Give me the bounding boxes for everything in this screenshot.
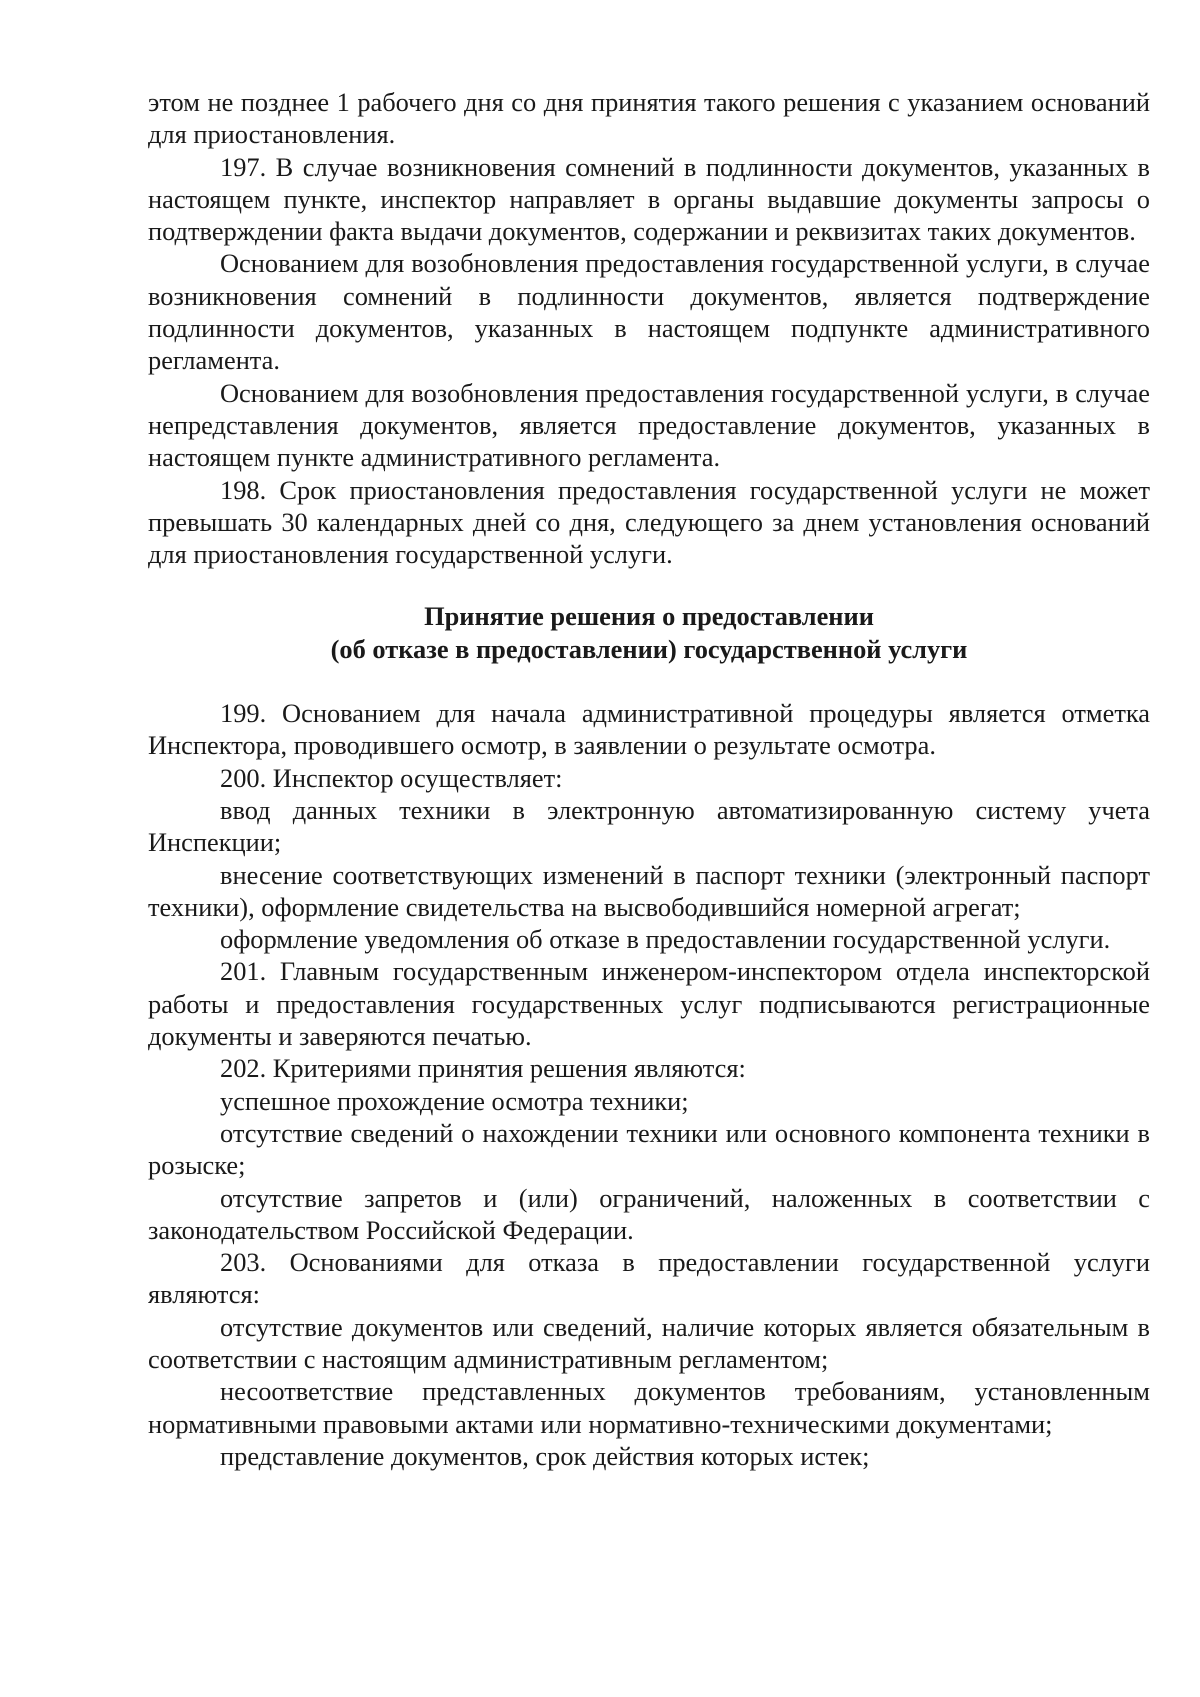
paragraph-200: 200. Инспектор осуществляет: (220, 762, 563, 793)
list-item: внесение соответствующих изменений в паспорт техники (электронный паспорт техники), оформление свидетельства на высвободившийся номерной агрегат; (148, 859, 1150, 922)
paragraph-201: 201. Главным государственным инженером-инспектором отдела инспекторской работы и предоставления государственных услуг подписываются регистрационные документы и заверяются печатью. (148, 956, 1150, 1052)
list-item: успешное прохождение осмотра техники; (220, 1085, 689, 1116)
paragraph: этом не позднее 1 рабочего дня со дня принятия такого решения с указанием оснований для приостановления. (148, 87, 1150, 150)
paragraphs-before (148, 86, 1150, 570)
paragraph-203: 203. Основаниями для отказа в предоставлении государственной услуги являются: (148, 1247, 1150, 1310)
list-item: отсутствие сведений о нахождении техники или основного компонента техники в розыске; (148, 1117, 1150, 1181)
list-item: представление документов, срок действия которых истек; (220, 1440, 870, 1471)
paragraph-202: 202. Критериями принятия решения являются: (220, 1053, 746, 1084)
paragraph-197: 197. В случае возникновения сомнений в подлинности документов, указанных в настоящем пункте, инспектор направляет в органы выдавшие документы запросы о подтверждении факта выдачи документов, содержании и реквизитах таких документов. (148, 151, 1150, 247)
list-item: оформление уведомления об отказе в предоставлении государственной услуги. (220, 924, 1111, 955)
list-item: отсутствие запретов и (или) ограничений, наложенных в соответствии с законодательством Российской Федерации. (148, 1182, 1150, 1245)
list-item: отсутствие документов или сведений, наличие которых является обязательным в соответствии с настоящим административным регламентом; (148, 1311, 1150, 1374)
document-page (148, 86, 1150, 1472)
section-heading-line-2: (об отказе в предоставлении) государственной услуги (330, 633, 968, 664)
section-heading (148, 600, 1150, 665)
paragraph-199: 199. Основанием для начала административной процедуры является отметка Инспектора, проводившего осмотр, в заявлении о результате осмотра. (148, 698, 1150, 761)
list-item: ввод данных техники в электронную автоматизированную систему учета Инспекции; (148, 794, 1150, 858)
paragraph-198: 198. Срок приостановления предоставления государственной услуги не может превышать 30 календарных дней со дня, следующего за днем установления оснований для приостановления государственной услуги. (148, 474, 1150, 570)
paragraph: Основанием для возобновления предоставления государственной услуги, в случае возникновения сомнений в подлинности документов, является подтверждение подлинности документов, указанных в настоящем подпункте административного регламента. (148, 248, 1150, 376)
paragraph: Основанием для возобновления предоставления государственной услуги, в случае непредставления документов, является предоставление документов, указанных в настоящем пункте административного регламента. (148, 377, 1150, 473)
list-item: несоответствие представленных документов требованиям, установленным нормативными правовыми актами или нормативно-техническими документами; (148, 1376, 1150, 1439)
section-heading-line-1: Принятие решения о предоставлении (424, 601, 874, 632)
paragraphs-after (148, 697, 1150, 1472)
